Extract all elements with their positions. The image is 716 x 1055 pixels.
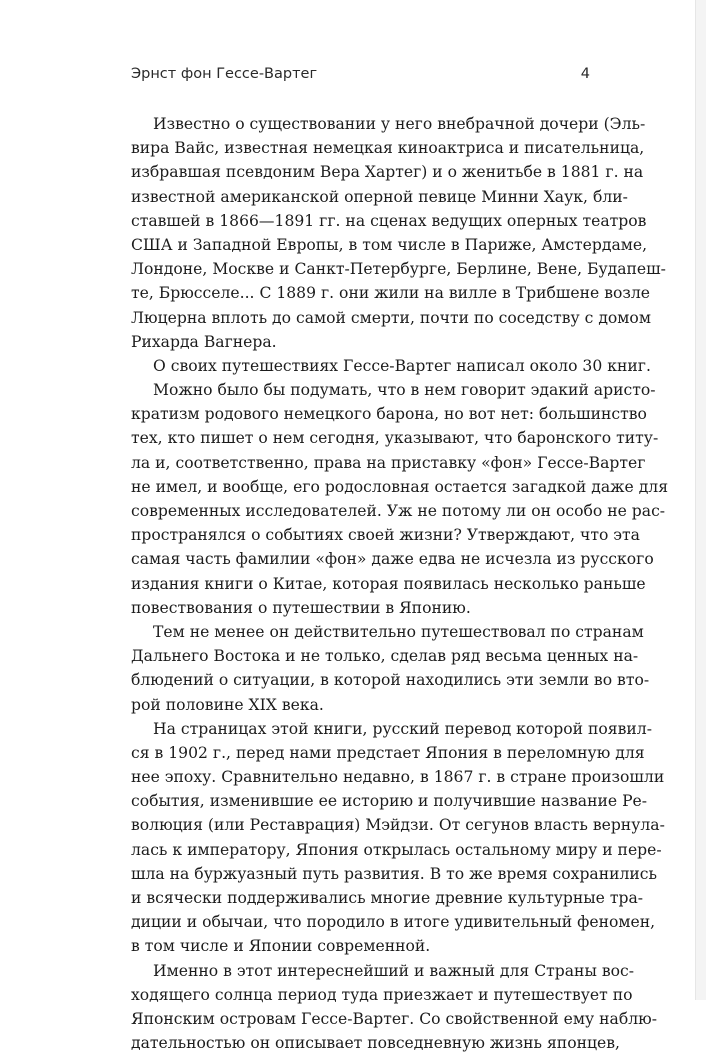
body-text [131, 112, 669, 1055]
text-line: лась к императору, Япония открылась остальному миру и пере- [131, 840, 662, 859]
text-line: Люцерна вплоть до самой смерти, почти по соседству с домом [131, 308, 651, 327]
text-line: и всячески поддерживались многие древние культурные тра- [131, 889, 644, 907]
text-line: события, изменившие ее историю и получившие название Ре- [131, 792, 648, 811]
text-line: кратизм родового немецкого барона, но вот нет: большинство [131, 405, 647, 424]
text-line: волюция (или Реставрация) Мэйдзи. От сегунов власть вернула- [131, 816, 665, 835]
text-line: современных исследователей. Уж не потому ли он особо не рас- [131, 502, 666, 520]
text-line: ходящего солнца период туда приезжает и путешествует по [131, 985, 633, 1004]
text-line: Японским островам Гессе-Вартег. Со свойственной ему наблю- [131, 1009, 657, 1028]
text-line: дательностью он описывает повседневную жизнь японцев, [131, 1034, 620, 1053]
text-line: На страницах этой книги, русский перевод которой появил- [153, 719, 652, 738]
text-line: Известно о существовании у него внебрачной дочери (Эль- [153, 115, 646, 133]
text-line: избравшая псевдоним Вера Хартег) и о женитьбе в 1881 г. на [131, 163, 644, 182]
running-header [131, 66, 590, 82]
text-line: пространялся о событиях своей жизни? Утверждают, что эта [131, 526, 640, 545]
text-line: ставшей в 1866—1891 гг. на сценах ведущих оперных театров [131, 211, 647, 230]
text-line: О своих путешествиях Гессе-Вартег написал около 30 книг. [153, 356, 651, 375]
text-line: рой половине XIX века. [131, 695, 324, 714]
text-line: Можно было бы подумать, что в нем говорит эдакий аристо- [153, 381, 656, 400]
text-line: шла на буржуазный путь развития. В то же время сохранились [131, 864, 658, 883]
text-line: известной американской оперной певице Минни Хаук, бли- [131, 187, 628, 206]
text-line: повествования о путешествии в Японию. [131, 598, 471, 617]
text-line: блюдений о ситуации, в которой находились эти земли во вто- [131, 671, 650, 690]
text-line: США и Западной Европы, в том числе в Париже, Амстердаме, [131, 235, 648, 254]
page-edge [695, 0, 706, 1000]
page-number: 4 [580, 66, 590, 82]
text-line: ла и, соответственно, права на приставку «фон» Гессе-Вартег [131, 453, 646, 472]
text-line: вира Вайс, известная немецкая киноактриса и писательница, [131, 139, 645, 158]
text-line: Рихарда Вагнера. [131, 332, 277, 351]
text-line: те, Брюсселе... С 1889 г. они жили на вилле в Трибшене возле [131, 284, 651, 303]
text-line: в том числе и Японии современной. [131, 937, 431, 956]
text-line: издания книги о Китае, которая появилась несколько раньше [131, 574, 646, 593]
text-line: диции и обычаи, что породило в итоге удивительный феномен, [131, 913, 656, 932]
text-line: Именно в этот интереснейший и важный для Страны вос- [153, 961, 634, 980]
text-line: тех, кто пишет о нем сегодня, указывают, что баронского титу- [131, 429, 659, 448]
text-line: Тем не менее он действительно путешествовал по странам [153, 622, 644, 641]
text-line: Дальнего Востока и не только, сделав ряд весьма ценных на- [131, 647, 639, 666]
text-line: ся в 1902 г., перед нами предстает Япония в переломную для [131, 743, 645, 762]
text-line: нее эпоху. Сравнительно недавно, в 1867 г. в стране произошли [131, 768, 665, 787]
running-title: Эрнст фон Гессе-Вартег [131, 66, 318, 82]
text-line: самая часть фамилии «фон» даже едва не исчезла из русского [131, 550, 654, 569]
text-line: Лондоне, Москве и Санкт-Петербурге, Берлине, Вене, Будапеш- [131, 260, 666, 279]
text-line: не имел, и вообще, его родословная остается загадкой даже для [131, 477, 669, 496]
